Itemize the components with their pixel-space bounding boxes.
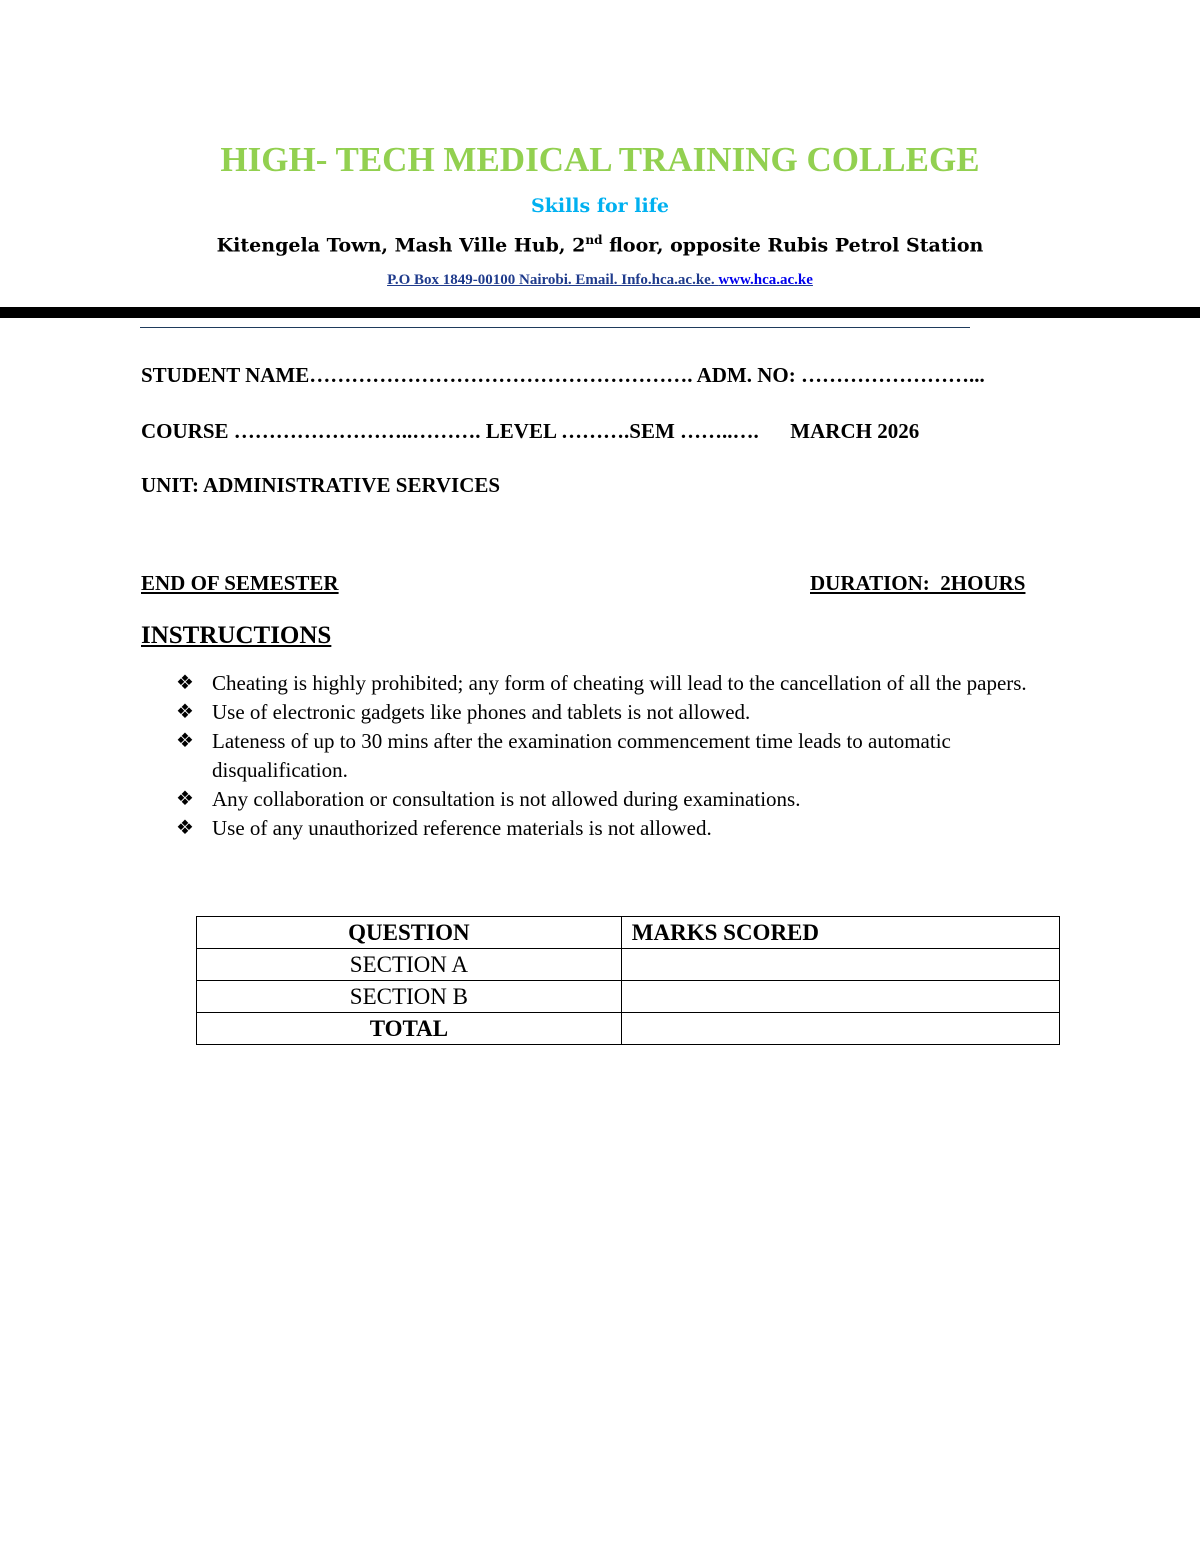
row-question: SECTION A bbox=[197, 949, 622, 981]
instructions-list bbox=[176, 669, 1066, 843]
college-name: HIGH- TECH MEDICAL TRAINING COLLEGE bbox=[220, 140, 980, 179]
college-address bbox=[0, 233, 1200, 256]
diamond-bullet-icon: ❖ bbox=[176, 788, 194, 810]
instruction-item bbox=[176, 727, 1066, 785]
diamond-bullet-icon: ❖ bbox=[176, 817, 194, 839]
instruction-item bbox=[176, 698, 1066, 727]
address-part: Kitengela Town, Mash Ville Hub, 2 bbox=[216, 234, 586, 257]
instruction-text: Any collaboration or consultation is not allowed during examinations. bbox=[212, 787, 801, 811]
course-level-sem-line: COURSE ……………………..………. LEVEL ……….SEM ……..…. MARCH 2026 bbox=[141, 419, 920, 443]
instruction-item bbox=[176, 785, 1066, 814]
table-header-row bbox=[197, 917, 1060, 949]
instruction-text: Lateness of up to 30 mins after the examination commencement time leads to automatic disqualification. bbox=[212, 729, 951, 782]
table-row bbox=[197, 981, 1060, 1013]
header-divider-thin bbox=[140, 327, 970, 328]
website-link[interactable]: www.hca.ac.ke bbox=[718, 272, 813, 288]
instruction-text: Use of any unauthorized reference materials is not allowed. bbox=[212, 816, 712, 840]
table-row bbox=[197, 1013, 1060, 1045]
diamond-bullet-icon: ❖ bbox=[176, 730, 194, 752]
instruction-item bbox=[176, 814, 1066, 843]
address-superscript: nd bbox=[585, 233, 603, 247]
marks-table bbox=[196, 916, 1060, 1045]
instruction-text: Use of electronic gadgets like phones and tablets is not allowed. bbox=[212, 700, 751, 724]
row-total: TOTAL bbox=[197, 1013, 622, 1045]
diamond-bullet-icon: ❖ bbox=[176, 672, 194, 694]
header-question: QUESTION bbox=[197, 917, 622, 949]
row-marks[interactable] bbox=[621, 981, 1059, 1013]
instruction-text: Cheating is highly prohibited; any form of cheating will lead to the cancellation of all the papers. bbox=[212, 671, 1027, 695]
contact-text: P.O Box 1849-00100 Nairobi. Email. Info.hca.ac.ke. bbox=[387, 272, 719, 288]
instructions-heading: INSTRUCTIONS bbox=[141, 622, 332, 649]
college-contact bbox=[0, 272, 1200, 289]
header-divider-thick bbox=[0, 307, 1200, 318]
address-part: floor, opposite Rubis Petrol Station bbox=[602, 234, 984, 257]
instruction-item bbox=[176, 669, 1066, 698]
diamond-bullet-icon: ❖ bbox=[176, 701, 194, 723]
unit-line: UNIT: ADMINISTRATIVE SERVICES bbox=[141, 473, 501, 497]
exam-type: END OF SEMESTER bbox=[141, 571, 339, 595]
exam-duration: DURATION: 2HOURS bbox=[810, 571, 1026, 595]
student-name-adm-line: STUDENT NAME………………………………………………. ADM. NO: ……………………... bbox=[141, 363, 985, 387]
row-marks[interactable] bbox=[621, 1013, 1059, 1045]
table-row bbox=[197, 949, 1060, 981]
college-motto: Skills for life bbox=[530, 195, 670, 217]
row-marks[interactable] bbox=[621, 949, 1059, 981]
header-marks-scored: MARKS SCORED bbox=[621, 917, 1059, 949]
row-question: SECTION B bbox=[197, 981, 622, 1013]
